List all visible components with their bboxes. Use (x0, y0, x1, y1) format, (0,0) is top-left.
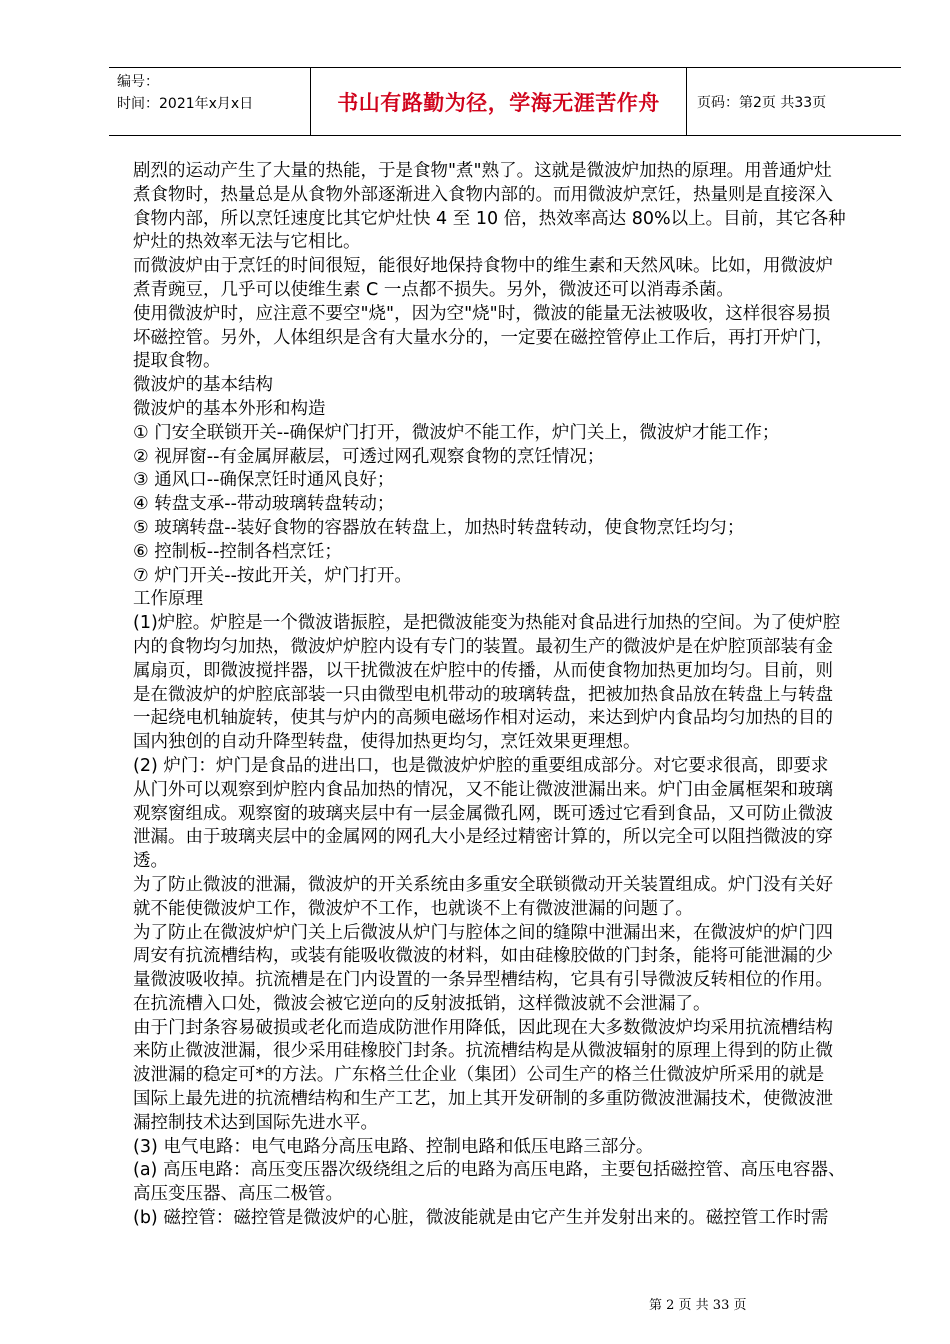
body-text-line: 是在微波炉的炉腔底部装一只由微型电机带动的玻璃转盘，把被加热食品放在转盘上与转盘 (133, 684, 833, 705)
body-text-line: 在抗流槽入口处，微波会被它逆向的反射波抵销，这样微波就不会泄漏了。 (133, 993, 711, 1014)
body-text-line: ① 门安全联锁开关--确保炉门打开，微波炉不能工作，炉门关上，微波炉才能工作； (133, 422, 780, 443)
header-info-cell (109, 68, 311, 135)
body-text-line: 由于门封条容易破损或老化而造成防泄作用降低，因此现在大多数微波炉均采用抗流槽结构 (133, 1017, 833, 1038)
body-text-line: ④ 转盘支承--带动玻璃转盘转动； (133, 494, 395, 515)
body-text-line: 工作原理 (133, 589, 203, 610)
body-text-line: 漏控制技术达到国际先进水平。 (133, 1112, 378, 1133)
page-info: 页码：第2页 共33页 (697, 94, 827, 111)
body-text-line: 为了防止在微波炉炉门关上后微波从炉门与腔体之间的缝隙中泄漏出来，在微波炉的炉门四 (133, 922, 833, 943)
body-text-line: (b) 磁控管：磁控管是微波炉的心脏，微波能就是由它产生并发射出来的。磁控管工作时需 (133, 1208, 829, 1229)
page-header (109, 67, 901, 136)
body-text-line: 量微波吸收掉。抗流槽是在门内设置的一条异型槽结构，它具有引导微波反转相位的作用。 (133, 970, 833, 991)
body-text-line: ② 视屏窗--有金属屏蔽层，可透过网孔观察食物的烹饪情况； (133, 446, 605, 467)
body-text-line: 一起绕电机轴旋转，使其与炉内的高频电磁场作相对运动，来达到炉内食品均匀加热的目的 (133, 708, 833, 729)
body-text-line: 剧烈的运动产生了大量的热能，于是食物"煮"熟了。这就是微波炉加热的原理。用普通炉灶 (133, 161, 832, 181)
code-label: 编号： (117, 74, 159, 90)
body-text-line: 提取食物。 (133, 351, 221, 372)
page-footer (649, 1294, 746, 1313)
body-text-line: ⑥ 控制板--控制各档烹饪； (133, 541, 342, 562)
footer-page-number: 第 2 页 共 33 页 (649, 1298, 747, 1313)
body-text-line: (1)炉腔。炉腔是一个微波谐振腔，是把微波能变为热能对食品进行加热的空间。为了使炉腔 (133, 613, 841, 634)
body-text-line: 煮食物时，热量总是从食物外部逐渐进入食物内部的。而用微波炉烹饪，热量则是直接深入 (133, 184, 833, 205)
body-text-line: 为了防止微波的泄漏，微波炉的开关系统由多重安全联锁微动开关装置组成。炉门没有关好 (133, 874, 833, 895)
body-text-line: (2) 炉门：炉门是食品的进出口，也是微波炉炉腔的重要组成部分。对它要求很高，即要求 (133, 755, 829, 776)
body-text-line: 国际上最先进的抗流槽结构和生产工艺，加上其开发研制的多重防微波泄漏技术，使微波泄 (133, 1089, 833, 1110)
body-text-line: 国内独创的自动升降型转盘，使得加热更均匀，烹饪效果更理想。 (133, 732, 641, 753)
body-text-line: 微波炉的基本外形和构造 (133, 398, 326, 419)
body-text-line: 内的食物均匀加热，微波炉炉腔内设有专门的装置。最初生产的微波炉是在炉腔顶部装有金 (133, 636, 833, 657)
body-text-line: 观察窗组成。观察窗的玻璃夹层中有一层金属微孔网，既可透过它看到食品，又可防止微波 (133, 803, 833, 824)
body-text-line: 高压变压器、高压二极管。 (133, 1184, 343, 1205)
body-text-line: 泄漏。由于玻璃夹层中的金属网的网孔大小是经过精密计算的，所以完全可以阻挡微波的穿 (133, 827, 833, 848)
body-text-line: 而微波炉由于烹饪的时间很短，能很好地保持食物中的维生素和天然风味。比如，用微波炉 (133, 256, 833, 277)
body-text-line: 就不能使微波炉工作，微波炉不工作，也就谈不上有微波泄漏的问题了。 (133, 898, 693, 919)
body-text-line: 煮青豌豆，几乎可以使维生素 C 一点都不损失。另外，微波还可以消毒杀菌。 (133, 279, 734, 300)
body-text-line: 坏磁控管。另外，人体组织是含有大量水分的，一定要在磁控管停止工作后，再打开炉门， (133, 327, 833, 348)
body-text-line: ⑦ 炉门开关--按此开关，炉门打开。 (133, 565, 412, 586)
body-text-line: ⑤ 玻璃转盘--装好食物的容器放在转盘上，加热时转盘转动，使食物烹饪均匀； (133, 517, 745, 538)
time-label: 时间：2021年x月x日 (117, 96, 254, 112)
body-text-line: 波泄漏的稳定可*的方法。广东格兰仕企业（集团）公司生产的格兰仕微波炉所采用的就是 (133, 1065, 825, 1086)
body-text-line: 从门外可以观察到炉腔内食品加热的情况，又不能让微波泄漏出来。炉门由金属框架和玻璃 (133, 779, 833, 800)
body-text-line: 微波炉的基本结构 (133, 375, 273, 396)
body-text-line: 周安有抗流槽结构，或装有能吸收微波的材料，如由硅橡胶做的门封条，能将可能泄漏的少 (133, 946, 833, 967)
page-info-cell (687, 68, 901, 135)
document-body (133, 160, 928, 1231)
motto-cell (311, 68, 687, 135)
motto-text: 书山有路勤为径，学海无涯苦作舟 (337, 89, 660, 115)
body-text-line: (a) 高压电路：高压变压器次级绕组之后的电路为高压电路，主要包括磁控管、高压电容器、 (133, 1160, 846, 1181)
body-text-line: 使用微波炉时，应注意不要空"烧"，因为空"烧"时，微波的能量无法被吸收，这样很容易损 (133, 303, 831, 324)
body-text-line: (3) 电气电路：电气电路分高压电路、控制电路和低压电路三部分。 (133, 1136, 654, 1157)
body-text-line: 炉灶的热效率无法与它相比。 (133, 232, 361, 253)
body-text-line: 属扇页，即微波搅拌器，以干扰微波在炉腔中的传播，从而使食物加热更加均匀。目前，则 (133, 660, 833, 681)
body-text-line: 食物内部，所以烹饪速度比其它炉灶快 4 至 10 倍，热效率高达 80%以上。目前，其它各种 (133, 208, 846, 229)
body-text-line: 来防止微波泄漏，很少采用硅橡胶门封条。抗流槽结构是从微波辐射的原理上得到的防止微 (133, 1041, 833, 1062)
body-text-line: 透。 (133, 851, 168, 872)
body-text-line: ③ 通风口--确保烹饪时通风良好； (133, 470, 395, 491)
